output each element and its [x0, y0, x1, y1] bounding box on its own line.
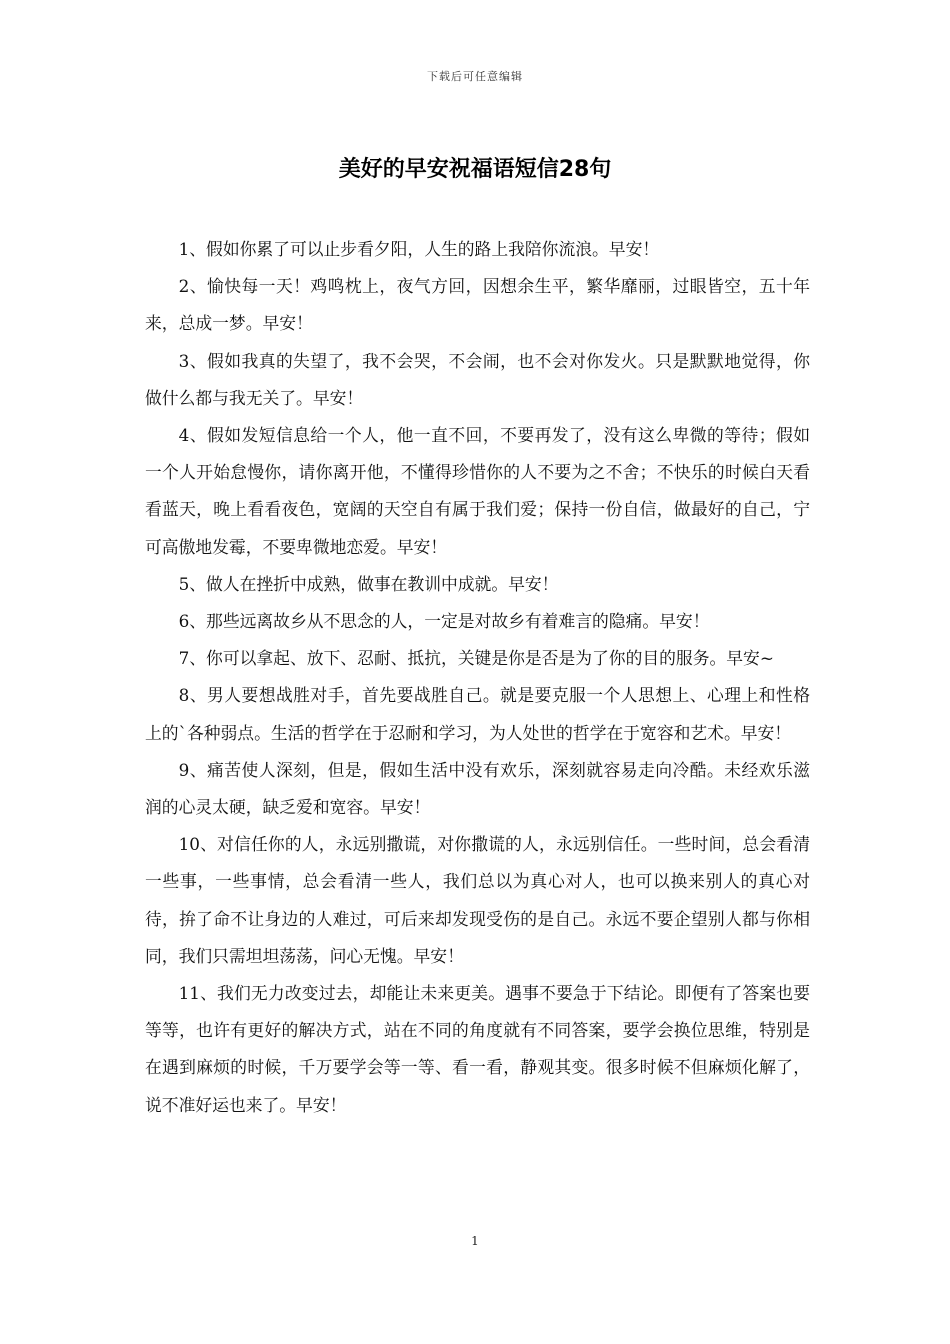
document-body [145, 231, 810, 1124]
paragraph-10: 10、对信任你的人，永远别撒谎，对你撒谎的人，永远别信任。一些时间，总会看清一些事，一些事情，总会看清一些人，我们总以为真心对人，也可以换来别人的真心对待，拚了命不让身边的人难过，可后来却发现受伤的是自己。永远不要企望别人都与你相同，我们只需坦坦荡荡，问心无愧。早安！ [145, 834, 810, 966]
header-note: 下载后可任意编辑 [427, 70, 523, 83]
page-number: 1 [471, 1234, 479, 1248]
paragraph-9: 9、痛苦使人深刻，但是，假如生活中没有欢乐，深刻就容易走向冷酷。未经欢乐滋润的心灵太硬，缺乏爱和宽容。早安！ [145, 759, 810, 818]
paragraph-3: 3、假如我真的失望了，我不会哭，不会闹，也不会对你发火。只是默默地觉得，你做什么都与我无关了。早安！ [145, 350, 810, 408]
paragraph-6: 6、那些远离故乡从不思念的人，一定是对故乡有着难言的隐痛。早安！ [178, 611, 710, 632]
paragraph-1: 1、假如你累了可以止步看夕阳，人生的路上我陪你流浪。早安！ [178, 239, 660, 259]
document-title: 美好的早安祝福语短信28句 [338, 157, 612, 182]
paragraph-11: 11、我们无力改变过去，却能让未来更美。遇事不要急于下结论。即便有了答案也要等等，也许有更好的解决方式，站在不同的角度就有不同答案，要学会换位思维，特别是在遇到麻烦的时候，千万要学会等一等、看一看，静观其变。很多时候不但麻烦化解了，说不准好运也来了。早安！ [145, 983, 810, 1115]
paragraph-7: 7、你可以拿起、放下、忍耐、抵抗，关键是你是否是为了你的目的服务。早安~ [178, 648, 774, 669]
paragraph-2: 2、愉快每一天！鸡鸣枕上，夜气方回，因想余生平，繁华靡丽，过眼皆空，五十年来，总成一梦。早安！ [145, 276, 810, 334]
paragraph-4: 4、假如发短信息给一个人，他一直不回，不要再发了，没有这么卑微的等待；假如一个人开始怠慢你，请你离开他，不懂得珍惜你的人不要为之不舍；不快乐的时候白天看看蓝天，晚上看看夜色，宽阔的天空自有属于我们爱；保持一份自信，做最好的自己，宁可高傲地发霉，不要卑微地恋爱。早安！ [145, 425, 810, 557]
paragraph-5: 5、做人在挫折中成熟，做事在教训中成就。早安！ [178, 573, 559, 594]
paragraph-8: 8、男人要想战胜对手，首先要战胜自己。就是要克服一个人思想上、心理上和性格上的`各种弱点。生活的哲学在于忍耐和学习，为人处世的哲学在于宽容和艺术。早安！ [145, 685, 810, 743]
